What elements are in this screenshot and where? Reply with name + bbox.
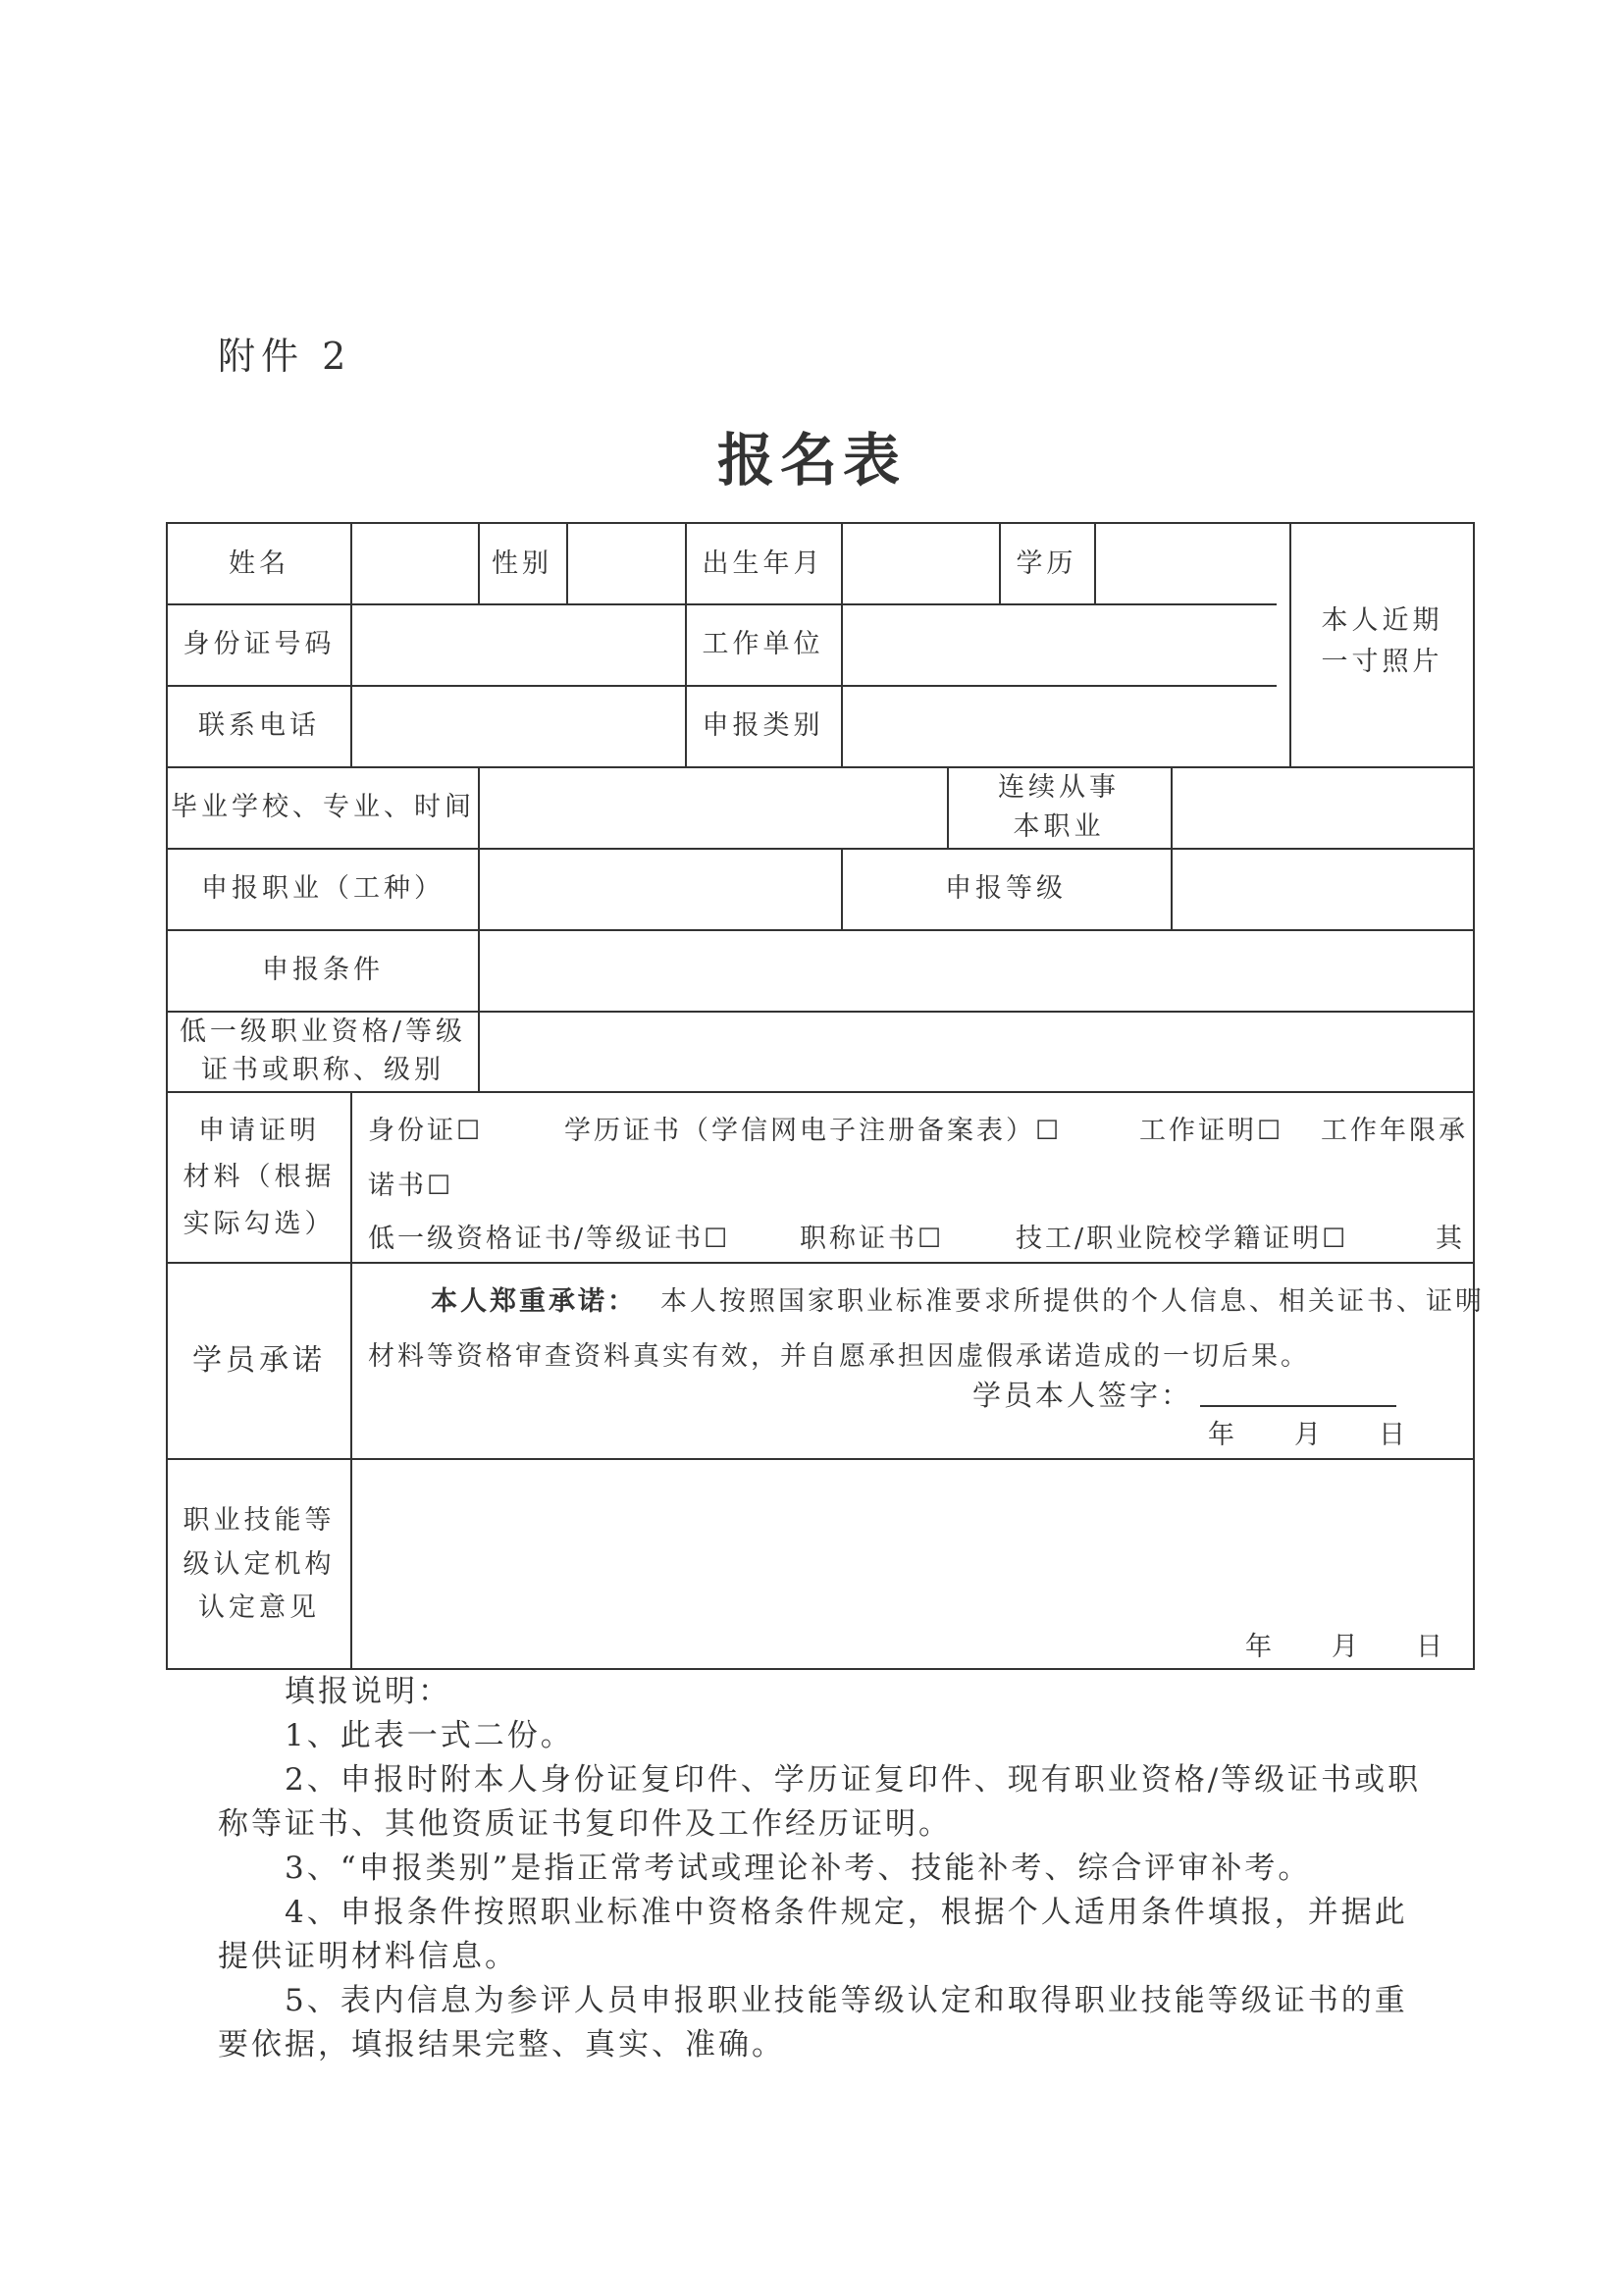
school-field[interactable] [480,766,947,848]
years-label-line2: 本职业 [1013,810,1105,842]
opinion-field[interactable] [352,1460,1473,1607]
signature-line[interactable] [1200,1368,1396,1407]
checkbox-lower-cert[interactable]: 低一级资格证书/等级证书☐ [368,1224,731,1254]
pledge-bold: 本人郑重承诺： [431,1286,637,1317]
opinion-label-line1: 职业技能等 [183,1505,336,1537]
photo-label-line1: 本人近期 [1321,605,1443,637]
employer-field[interactable] [843,603,1289,685]
name-field[interactable] [352,524,478,603]
school-label: 毕业学校、专业、时间 [171,791,475,822]
category-label: 申报类别 [702,709,824,741]
years-field[interactable] [1173,766,1473,848]
opinion-label-line2: 级认定机构 [183,1548,336,1580]
years-label-line1: 连续从事 [998,772,1120,804]
checkbox-school-record[interactable]: 技工/职业院校学籍证明☐ [1016,1224,1349,1254]
checkbox-id-card[interactable]: 身份证☐ [368,1116,484,1146]
level-label: 申报等级 [945,872,1067,904]
category-field[interactable] [843,685,1289,766]
pledge-text2: 材料等资格审查资料真实有效，并自愿承担因虚假承诺造成的一切后果。 [368,1341,1310,1372]
gender-label: 性别 [492,548,552,579]
registration-form [166,522,1485,1670]
materials-label-line2: 材料（根据 [183,1162,336,1193]
pledge-text1: 本人按照国家职业标准要求所提供的个人信息、相关证书、证明 [660,1286,1485,1317]
lower-cert-label-line1: 低一级职业资格/等级 [179,1016,467,1047]
phone-field[interactable] [352,685,685,766]
education-label: 学历 [1016,548,1077,579]
pledge-month: 月 [1294,1420,1324,1450]
opinion-day: 日 [1416,1632,1445,1662]
birth-label: 出生年月 [702,548,824,579]
gender-field[interactable] [568,524,685,603]
materials-label-line3: 实际勾选） [183,1208,336,1239]
form-title: 报名表 [716,427,906,494]
years-label [947,766,1171,848]
employer-label: 工作单位 [702,628,824,659]
conditions-field[interactable] [480,929,1473,1011]
filling-instructions [218,1670,1435,2067]
materials-line2: 诺书☐ [368,1171,454,1201]
photo-label-line2: 一寸照片 [1321,647,1443,677]
occupation-label: 申报职业（工种） [201,872,445,904]
materials-label-line1: 申请证明 [198,1116,320,1147]
materials-label [168,1093,350,1262]
id-label: 身份证号码 [183,628,336,659]
checkbox-work-years[interactable]: 工作年限承 [1321,1116,1468,1146]
opinion-label [168,1460,350,1670]
note-item-2: 2、申报时附本人身份证复印件、学历证复印件、现有职业资格/等级证书或职称等证书、其他资质证书复印件及工作经历证明。 [218,1762,1422,1842]
checkbox-education-cert[interactable]: 学历证书（学信网电子注册备案表）☐ [564,1116,1063,1146]
note-item-3: 3、“申报类别”是指正常考试或理论补考、技能补考、综合评审补考。 [285,1851,1312,1886]
lower-cert-label-line2: 证书或职称、级别 [201,1055,445,1085]
attachment-label: 附件 2 [218,335,352,378]
note-item-4: 4、申报条件按照职业标准中资格条件规定，根据个人适用条件填报，并据此提供证明材料信息。 [218,1895,1408,1974]
checkbox-work-proof[interactable]: 工作证明☐ [1139,1116,1284,1146]
note-item-5: 5、表内信息为参评人员申报职业技能等级认定和取得职业技能等级证书的重要依据，填报结果完整、真实、准确。 [218,1983,1408,2062]
materials-other: 其 [1436,1224,1465,1254]
id-field[interactable] [352,603,685,685]
pledge-year: 年 [1208,1420,1237,1450]
phone-label: 联系电话 [198,709,320,741]
checkbox-title-cert[interactable]: 职称证书☐ [800,1224,945,1254]
education-field[interactable] [1096,524,1289,603]
notes-heading: 填报说明： [285,1674,451,1709]
pledge-label: 学员承诺 [192,1342,326,1378]
occupation-field[interactable] [480,848,841,929]
photo-box[interactable] [1291,583,1473,701]
name-label: 姓名 [229,548,289,579]
opinion-month: 月 [1332,1632,1361,1662]
conditions-label: 申报条件 [262,954,384,985]
signature-label: 学员本人签字： [972,1379,1193,1412]
opinion-label-line3: 认定意见 [198,1592,320,1624]
opinion-year: 年 [1245,1632,1275,1662]
pledge-day: 日 [1379,1420,1408,1450]
lower-cert-field[interactable] [480,1011,1473,1091]
note-item-1: 1、此表一式二份。 [285,1718,574,1753]
lower-cert-label [168,1011,478,1091]
level-field[interactable] [1173,848,1473,929]
birth-field[interactable] [843,524,999,603]
